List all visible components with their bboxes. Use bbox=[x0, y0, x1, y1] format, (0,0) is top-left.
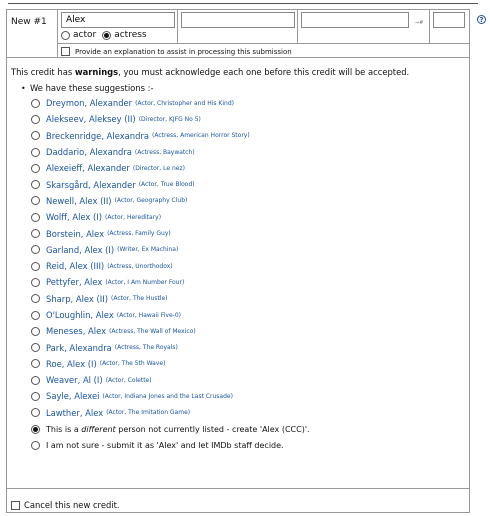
suggestion-radio[interactable] bbox=[31, 148, 40, 157]
suggestion-role[interactable]: (Actor, Christopher and His Kind) bbox=[135, 99, 234, 107]
suggestion-radio[interactable] bbox=[31, 164, 40, 173]
suggestion-role[interactable]: (Actor, Indiana Jones and the Last Crusade) bbox=[102, 392, 233, 400]
suggestion-role[interactable]: (Actor, I Am Number Four) bbox=[105, 278, 185, 286]
row-divider bbox=[57, 43, 469, 44]
suggestion-name-link[interactable]: Breckenridge, Alexandra bbox=[46, 130, 150, 141]
bullet-icon: • bbox=[21, 84, 26, 93]
cancel-label: Cancel this new credit. bbox=[24, 500, 120, 510]
suggestion-item[interactable] bbox=[31, 323, 310, 339]
explain-label: Provide an explanation to assist in processing this submission bbox=[75, 47, 292, 56]
suggestion-role[interactable]: (Director, Le nez) bbox=[132, 164, 185, 172]
different-person-option[interactable] bbox=[31, 421, 310, 437]
suggestion-item[interactable] bbox=[31, 111, 310, 127]
explain-option[interactable] bbox=[61, 47, 292, 56]
not-sure-label: I am not sure - submit it as 'Alex' and let IMDb staff decide. bbox=[46, 440, 284, 450]
suggestion-role[interactable]: (Director, KJFG No 5) bbox=[138, 115, 201, 123]
suggestion-item[interactable] bbox=[31, 242, 310, 258]
suggestion-name-link[interactable]: Dreymon, Alexander bbox=[46, 98, 133, 109]
suggestion-item[interactable] bbox=[31, 372, 310, 388]
suggestion-radio[interactable] bbox=[31, 392, 40, 401]
suggestion-item[interactable] bbox=[31, 128, 310, 144]
suggestion-name-link[interactable]: O'Loughlin, Alex bbox=[46, 310, 114, 320]
help-icon[interactable]: ? bbox=[477, 15, 486, 24]
suggestion-name-link[interactable]: Newell, Alex (II) bbox=[46, 195, 112, 206]
suggestion-item[interactable] bbox=[31, 144, 310, 160]
suggestion-radio[interactable] bbox=[31, 245, 40, 254]
not-sure-radio[interactable] bbox=[31, 441, 40, 450]
suggestion-item[interactable] bbox=[31, 388, 310, 404]
suggestion-radio[interactable] bbox=[31, 213, 40, 222]
suggestion-item[interactable] bbox=[31, 176, 310, 192]
suggestion-radio[interactable] bbox=[31, 278, 40, 287]
order-input[interactable] bbox=[433, 12, 465, 28]
cancel-credit-option[interactable] bbox=[11, 500, 120, 510]
suggestion-item[interactable] bbox=[31, 160, 310, 176]
suggestion-name-link[interactable]: Pettyfer, Alex bbox=[46, 277, 103, 288]
suggestion-name-link[interactable]: Park, Alexandra bbox=[46, 342, 112, 353]
suggestion-role[interactable]: (Actor, The Imitation Game) bbox=[106, 409, 191, 417]
warning-text: This credit has warnings, you must acknowledge each one before this credit will be accepted. bbox=[11, 67, 410, 77]
different-person-label: This is a different person not currently listed - create 'Alex (CCC)'. bbox=[46, 424, 310, 434]
suggestion-role[interactable]: (Actor, The 5th Wave) bbox=[99, 360, 166, 368]
col-divider bbox=[297, 10, 298, 43]
suggestion-item[interactable] bbox=[31, 274, 310, 290]
suggestion-name-link[interactable]: Garland, Alex (I) bbox=[46, 244, 115, 255]
credit-number-label: New #1 bbox=[11, 17, 47, 27]
suggestion-radio[interactable] bbox=[31, 294, 40, 303]
suggestion-name-link[interactable]: Alekseev, Aleksey (II) bbox=[46, 114, 136, 125]
suggestion-role[interactable]: (Actor, The Hustle) bbox=[111, 295, 168, 303]
suggestion-name-link[interactable]: Weaver, Al (I) bbox=[46, 375, 103, 386]
suggestion-radio[interactable] bbox=[31, 229, 40, 238]
cancel-checkbox[interactable] bbox=[11, 501, 20, 510]
different-person-radio[interactable] bbox=[31, 425, 40, 434]
explain-checkbox[interactable] bbox=[61, 47, 70, 56]
suggestion-role[interactable]: (Actress, American Horror Story) bbox=[152, 132, 250, 140]
suggestion-radio[interactable] bbox=[31, 408, 40, 417]
suggestion-item[interactable] bbox=[31, 225, 310, 241]
col-divider bbox=[177, 10, 178, 43]
suggestions-intro: We have these suggestions :- bbox=[30, 83, 154, 93]
not-sure-option[interactable] bbox=[31, 437, 310, 453]
suggestion-item[interactable] bbox=[31, 356, 310, 372]
suggestion-radio[interactable] bbox=[31, 99, 40, 108]
suggestion-radio[interactable] bbox=[31, 262, 40, 271]
suggestion-radio[interactable] bbox=[31, 131, 40, 140]
suggestion-radio[interactable] bbox=[31, 343, 40, 352]
suggestion-name-link[interactable]: Alexeieff, Alexander bbox=[46, 163, 130, 174]
footer-divider bbox=[7, 488, 469, 489]
suggestion-name-link[interactable]: Skarsgård, Alexander bbox=[46, 179, 136, 190]
suggestion-radio[interactable] bbox=[31, 196, 40, 205]
gender-radio-group bbox=[61, 30, 147, 40]
suggestion-radio[interactable] bbox=[31, 180, 40, 189]
actor-label: actor bbox=[73, 30, 97, 40]
suggestion-name-link[interactable]: Sayle, Alexei bbox=[46, 391, 100, 402]
suggestion-role[interactable]: (Actor, True Blood) bbox=[138, 181, 195, 189]
suggestion-role[interactable]: (Writer, Ex Machina) bbox=[117, 246, 179, 254]
suggestion-role[interactable]: (Actress, Baywatch) bbox=[134, 148, 195, 156]
suggestion-item[interactable] bbox=[31, 95, 310, 111]
suggestion-list bbox=[31, 95, 310, 454]
suggestion-radio[interactable] bbox=[31, 311, 40, 320]
suggestion-name-link[interactable]: Roe, Alex (I) bbox=[46, 358, 97, 369]
arrow-icon: ⇒# bbox=[415, 20, 424, 26]
suggestion-name-link[interactable]: Reid, Alex (III) bbox=[46, 261, 105, 272]
suggestion-name-link[interactable]: Meneses, Alex bbox=[46, 326, 107, 337]
name-input[interactable] bbox=[61, 12, 175, 28]
suggestion-item[interactable] bbox=[31, 307, 310, 323]
actress-label: actress bbox=[114, 30, 147, 40]
header-divider bbox=[7, 57, 469, 58]
character-input[interactable] bbox=[181, 12, 295, 28]
suggestion-item[interactable] bbox=[31, 405, 310, 421]
suggestion-item[interactable] bbox=[31, 209, 310, 225]
actor-radio[interactable] bbox=[61, 31, 70, 40]
suggestion-role[interactable]: (Actor, Hawaii Five-0) bbox=[116, 311, 181, 319]
col-divider bbox=[429, 10, 430, 43]
suggestion-name-link[interactable]: Daddario, Alexandra bbox=[46, 147, 132, 158]
suggestion-item[interactable] bbox=[31, 193, 310, 209]
suggestion-item[interactable] bbox=[31, 258, 310, 274]
suggestion-role[interactable]: (Actor, Hereditary) bbox=[105, 213, 162, 221]
suggestion-radio[interactable] bbox=[31, 359, 40, 368]
suggestion-name-link[interactable]: Borstein, Alex bbox=[46, 228, 105, 239]
suggestion-role[interactable]: (Actress, Unorthodox) bbox=[107, 262, 173, 270]
suggestion-radio[interactable] bbox=[31, 115, 40, 124]
attribute-input[interactable] bbox=[301, 12, 409, 28]
suggestion-role[interactable]: (Actor, Colette) bbox=[105, 376, 152, 384]
suggestion-role[interactable]: (Actress, The Wall of Mexico) bbox=[109, 327, 196, 335]
col-divider bbox=[57, 10, 58, 57]
suggestion-role[interactable]: (Actress, The Royals) bbox=[114, 344, 178, 352]
suggestion-item[interactable] bbox=[31, 339, 310, 355]
suggestion-name-link[interactable]: Sharp, Alex (II) bbox=[46, 293, 108, 304]
suggestion-role[interactable]: (Actor, Geography Club) bbox=[114, 197, 188, 205]
suggestion-role[interactable]: (Actress, Family Guy) bbox=[107, 230, 171, 238]
suggestion-name-link[interactable]: Lawther, Alex bbox=[46, 407, 104, 418]
suggestion-radio[interactable] bbox=[31, 327, 40, 336]
suggestion-radio[interactable] bbox=[31, 376, 40, 385]
suggestion-name-link[interactable]: Wolff, Alex (I) bbox=[46, 212, 103, 223]
suggestion-item[interactable] bbox=[31, 291, 310, 307]
actress-radio[interactable] bbox=[102, 31, 111, 40]
top-divider bbox=[8, 3, 478, 4]
credit-box bbox=[6, 9, 470, 513]
